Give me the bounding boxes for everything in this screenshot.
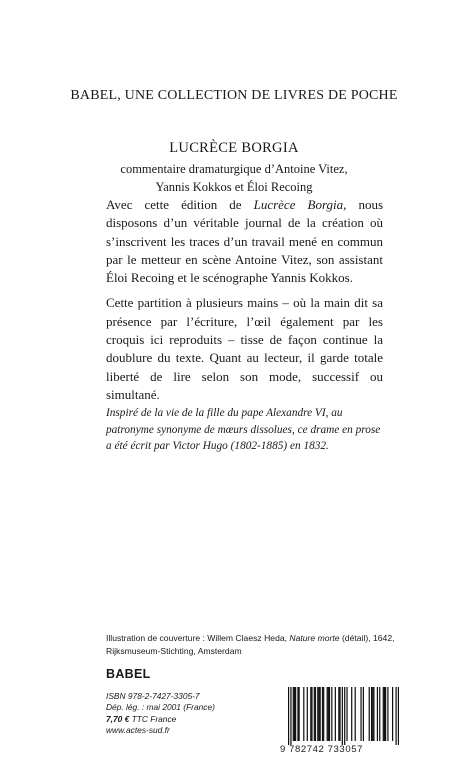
barcode-bar: [310, 687, 311, 741]
price-amount: 7,70 €: [106, 713, 130, 724]
barcode-bar: [373, 687, 374, 741]
barcode-bar: [342, 687, 343, 745]
illustration-work: Nature morte: [289, 633, 340, 643]
blurb-p1-after: , nous disposons d’un véritable journal de la création où s’inscrivent les traces d’un travail mené en commun par le metteur en scène Antoine Vitez, son assistant Éloi Recoing et le scénographe Yannis Kokkos.: [106, 197, 384, 286]
illustration-suffix: (détail), 1642,: [339, 633, 395, 643]
barcode-bar: [377, 687, 378, 741]
barcode-bar: [379, 687, 380, 741]
credits-line-2: Yannis Kokkos et Éloi Recoing: [155, 180, 313, 194]
barcode-bar: [395, 687, 396, 745]
barcode-bar: [294, 687, 295, 741]
barcode-bar: [346, 687, 347, 741]
barcode-bar: [311, 687, 312, 741]
barcode-bar: [297, 687, 298, 741]
barcode-bar: [288, 687, 289, 745]
credits-line-1: commentaire dramaturgique d’Antoine Vitez,: [120, 162, 348, 176]
barcode-bar: [327, 687, 328, 741]
isbn-number: ISBN 978-2-7427-3305-7: [106, 691, 200, 701]
barcode-bar: [299, 687, 300, 741]
barcode-bar: [383, 687, 384, 741]
barcode-bar: [371, 687, 372, 741]
barcode-bar: [317, 687, 318, 741]
barcode-bar: [314, 687, 315, 741]
barcode-bar: [328, 687, 329, 741]
illustration-credit-line-2: Rijksmuseum-Stichting, Amsterdam: [106, 645, 242, 656]
illustration-credit-line-1: [106, 632, 396, 645]
barcode-bar: [363, 687, 364, 741]
blurb-text: [106, 196, 383, 404]
barcode-bar: [322, 687, 323, 741]
barcode-bar: [315, 687, 316, 741]
barcode: [288, 687, 399, 745]
legal-deposit: Dép. lég. : mai 2001 (France): [106, 702, 215, 713]
barcode-image: [288, 687, 399, 745]
barcode-digits: 9 782742 733057: [280, 744, 363, 755]
barcode-bar: [369, 687, 370, 741]
isbn-block: [106, 691, 276, 737]
website: www.actes-sud.fr: [106, 725, 170, 736]
illustration-credit: [106, 632, 396, 657]
book-title: LUCRÈCE BORGIA: [169, 140, 299, 156]
barcode-bar: [338, 687, 339, 741]
barcode-bar: [307, 687, 308, 741]
blurb-p1-title: Lucrèce Borgia: [253, 197, 344, 212]
barcode-bar: [320, 687, 321, 741]
barcode-bar: [344, 687, 345, 745]
barcode-bar: [384, 687, 385, 741]
barcode-bar: [398, 687, 399, 745]
barcode-bar: [293, 687, 294, 741]
barcode-bar: [387, 687, 388, 741]
barcode-bar: [290, 687, 291, 745]
barcode-bar: [331, 687, 332, 741]
barcode-bar: [335, 687, 336, 741]
barcode-bar: [355, 687, 356, 741]
credits-block: [0, 160, 468, 196]
barcode-bar: [385, 687, 386, 741]
barcode-bar: [339, 687, 340, 741]
barcode-bar: [323, 687, 324, 741]
barcode-bar: [303, 687, 304, 741]
barcode-bar: [372, 687, 373, 741]
barcode-bar: [329, 687, 330, 741]
publisher-logo: BABEL: [106, 667, 151, 681]
price-line: [106, 714, 276, 725]
barcode-bar: [360, 687, 361, 741]
barcode-bar: [318, 687, 319, 741]
barcode-bar: [392, 687, 393, 741]
blurb-paragraph-1: [106, 196, 383, 287]
blurb-p1-before: Avec cette édition de: [106, 197, 254, 212]
barcode-bar: [351, 687, 352, 741]
collection-line: BABEL, UNE COLLECTION DE LIVRES DE POCHE: [70, 88, 398, 103]
blurb-paragraph-2: Cette partition à plusieurs mains – où la main dit sa présence par l’écriture, l’œil également par les croquis ici reproduits – tisse de façon continue la doublure du texte. Quant au lecteur, il garde totale liberté de lire selon son mode, successif ou simultané.: [106, 295, 383, 402]
context-note: Inspiré de la vie de la fille du pape Alexandre VI, au patronyme synonyme de mœurs dissolues, ce drame en prose a été écrit par Victor Hugo (1802-1885) en 1832.: [106, 407, 381, 452]
barcode-bar: [295, 687, 296, 741]
price-label: TTC France: [129, 713, 177, 724]
illustration-prefix: Illustration de couverture : Willem Claesz Heda,: [106, 633, 290, 643]
